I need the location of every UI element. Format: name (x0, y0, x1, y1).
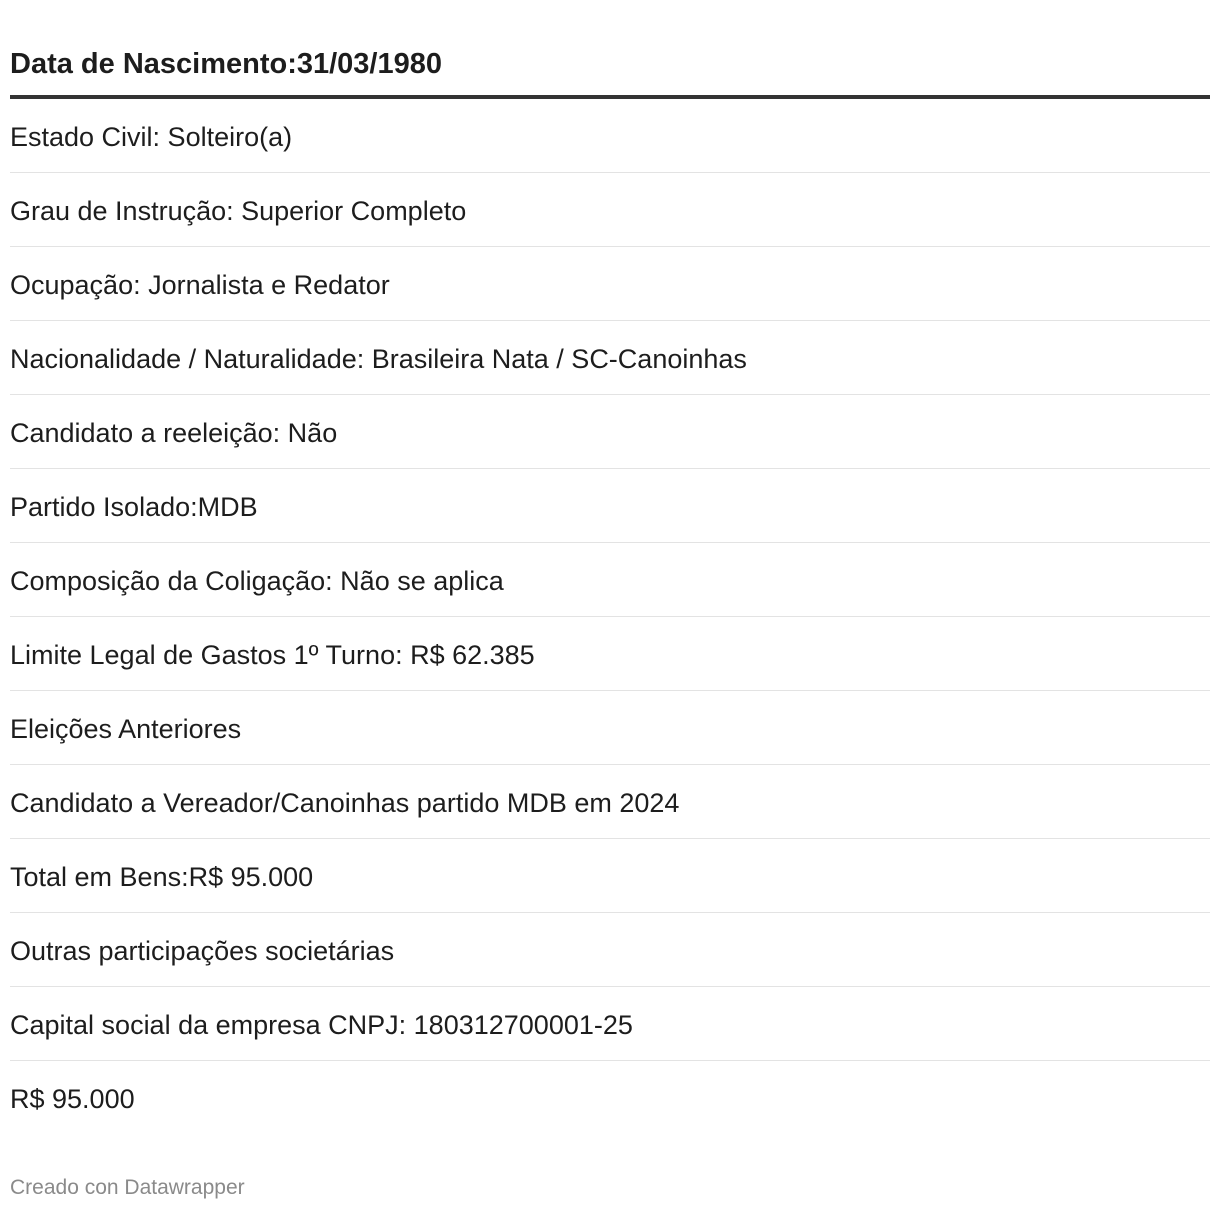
table-cell: Nacionalidade / Naturalidade: Brasileira Nata / SC-Canoinhas (10, 344, 747, 374)
table-row (10, 395, 1210, 469)
table-cell: Partido Isolado:MDB (10, 492, 258, 522)
table-cell: Estado Civil: Solteiro(a) (10, 122, 293, 152)
table-cell: Candidato a Vereador/Canoinhas partido MDB em 2024 (10, 788, 680, 818)
table-row (10, 321, 1210, 395)
table-cell: Outras participações societárias (10, 936, 395, 966)
table-cell: Grau de Instrução: Superior Completo (10, 196, 467, 226)
table-row (10, 617, 1210, 691)
table-row (10, 913, 1210, 987)
table-cell: Ocupação: Jornalista e Redator (10, 270, 390, 300)
table-cell: Candidato a reeleição: Não (10, 418, 338, 448)
table-row (10, 99, 1210, 173)
table-header (10, 0, 1210, 99)
table-row (10, 839, 1210, 913)
table-cell: Capital social da empresa CNPJ: 180312700001-25 (10, 1010, 633, 1040)
table-header-title: Data de Nascimento:31/03/1980 (10, 48, 442, 80)
table-row (10, 543, 1210, 617)
table-row (10, 173, 1210, 247)
table-row (10, 765, 1210, 839)
footer-credit: Creado con Datawrapper (10, 1176, 245, 1199)
table-row (10, 247, 1210, 321)
table-body (10, 99, 1210, 1135)
table-cell: Limite Legal de Gastos 1º Turno: R$ 62.385 (10, 640, 535, 670)
table-cell: Total em Bens:R$ 95.000 (10, 862, 314, 892)
table-cell: Eleições Anteriores (10, 714, 242, 744)
data-table (10, 0, 1210, 1135)
table-row (10, 987, 1210, 1061)
table-cell: R$ 95.000 (10, 1084, 135, 1114)
table-row (10, 469, 1210, 543)
table-row (10, 1061, 1210, 1135)
table-row (10, 691, 1210, 765)
table-cell: Composição da Coligação: Não se aplica (10, 566, 504, 596)
